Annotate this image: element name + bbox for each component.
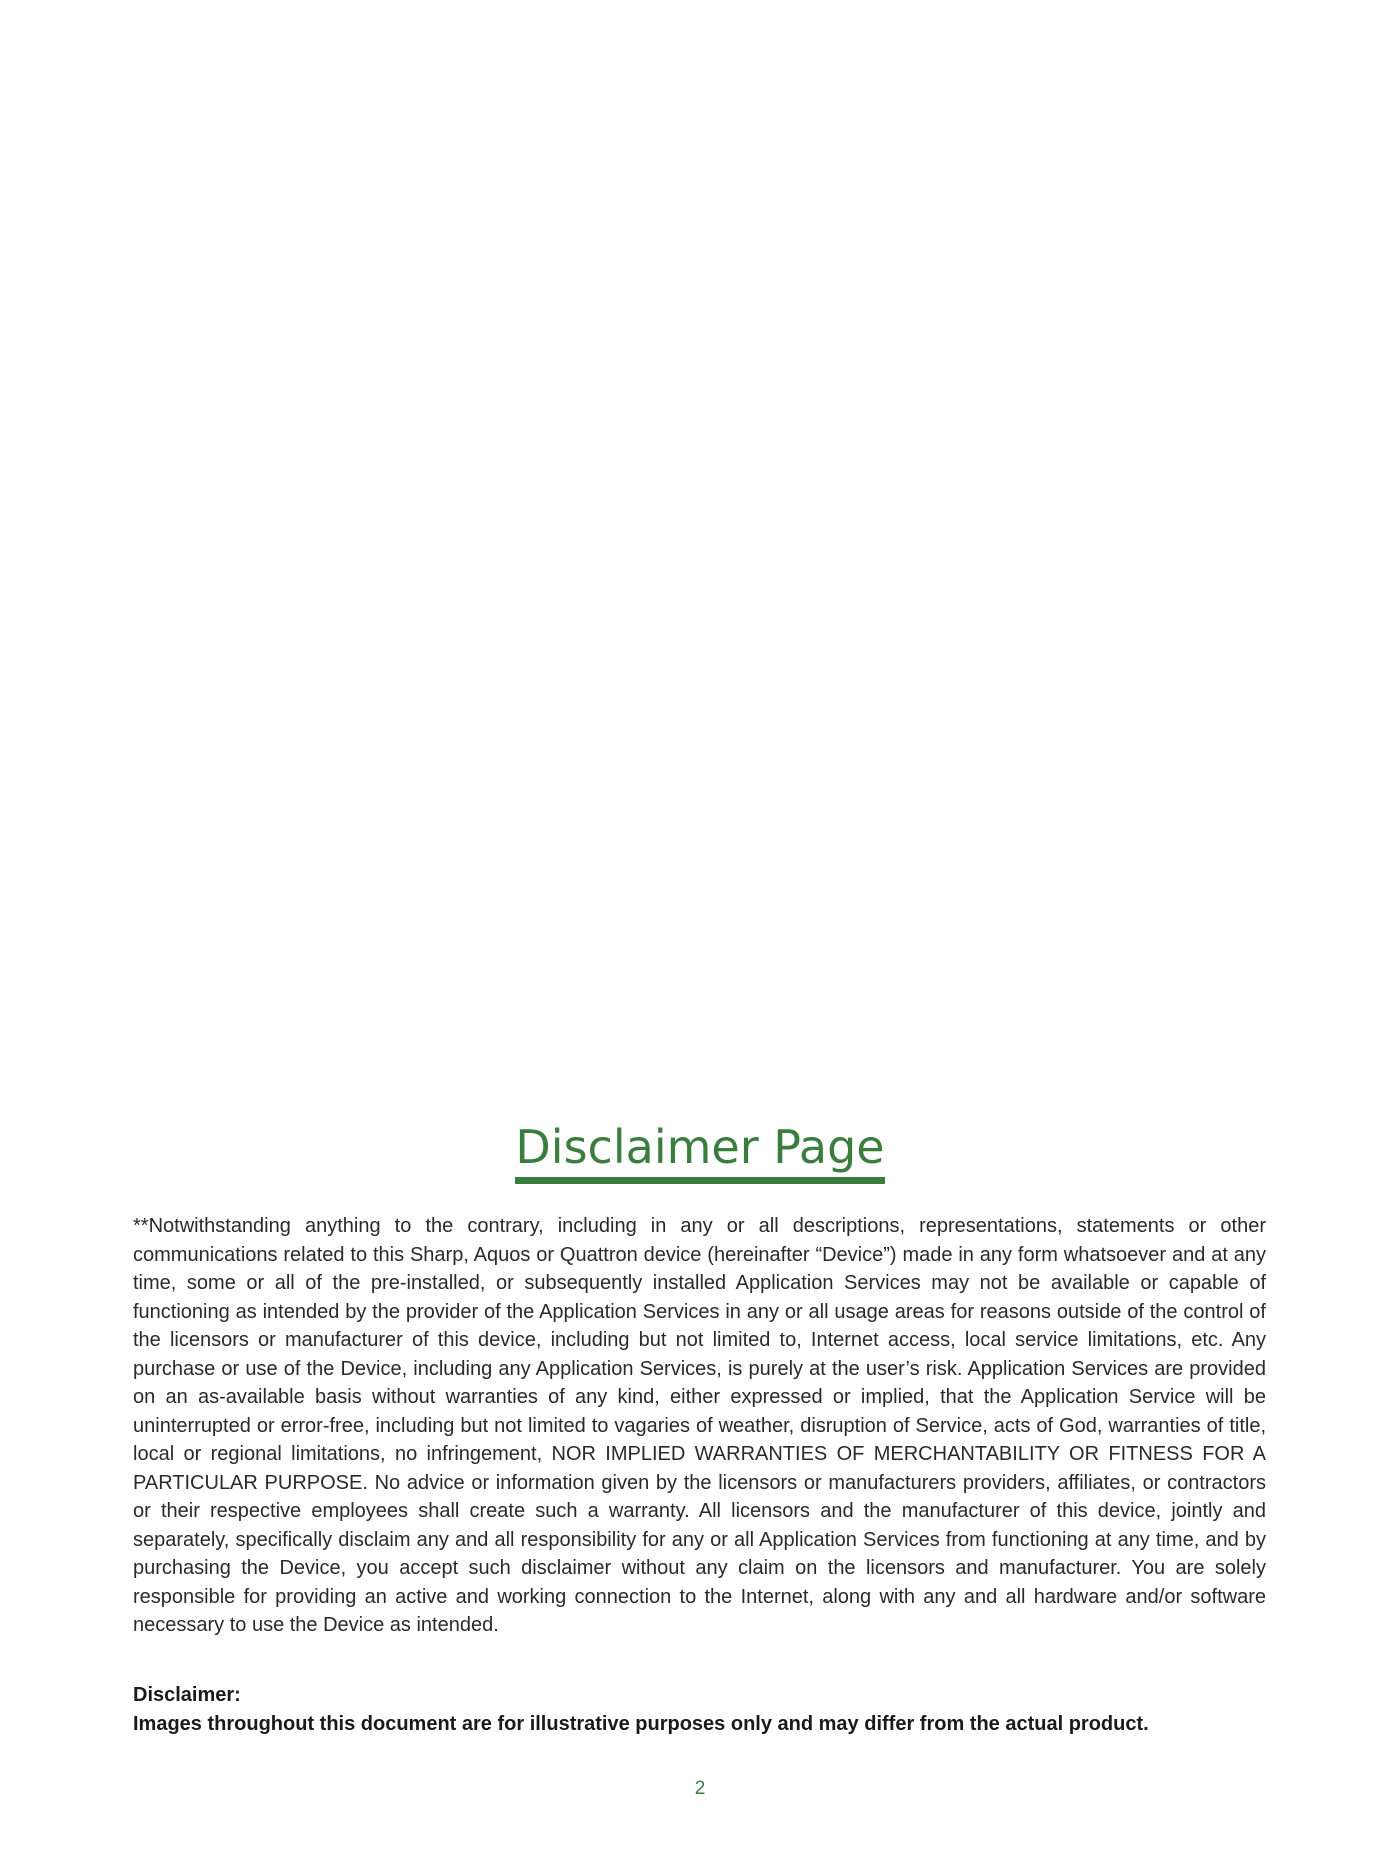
page-title: Disclaimer Page [515, 1119, 884, 1184]
image-disclaimer-block [133, 1681, 1266, 1738]
title-container [0, 1088, 1400, 1215]
disclaimer-text: Images throughout this document are for illustrative purposes only and may differ from the actual product. [133, 1712, 1149, 1735]
page-number: 2 [694, 1778, 706, 1799]
disclaimer-heading: Disclaimer: [133, 1684, 241, 1706]
disclaimer-body-paragraph: **Notwithstanding anything to the contrary, including in any or all descriptions, representations, statements or other communications related to this Sharp, Aquos or Quattron device (hereinafter “Device”) made in any form whatsoever and at any time, some or all of the pre-installed, or subsequently installed Application Services may not be available or capable of functioning as intended by the provider of the Application Services in any or all usage areas for reasons outside of the control of the licensors or manufacturer of this device, including but not limited to, Internet access, local service limitations, etc. Any purchase or use of the Device, including any Application Services, is purely at the user’s risk. Application Services are provided on an as-available basis without warranties of any kind, either expressed or implied, that the Application Service will be uninterrupted or error-free, including but not limited to vagaries of weather, disruption of Service, acts of God, warranties of title, local or regional limitations, no infringement, NOR IMPLIED WARRANTIES OF MERCHANTABILITY OR FITNESS FOR A PARTICULAR PURPOSE. No advice or information given by the licensors or manufacturers providers, affiliates, or contractors or their respective employees shall create such a warranty. All licensors and the manufacturer of this device, jointly and separately, specifically disclaim any and all responsibility for any or all Application Services from functioning at any time, and by purchasing the Device, you accept such disclaimer without any claim on the licensors and manufacturer. You are solely responsible for providing an active and working connection to the Internet, along with any and all hardware and/or software necessary to use the Device as intended. [133, 1215, 1266, 1636]
